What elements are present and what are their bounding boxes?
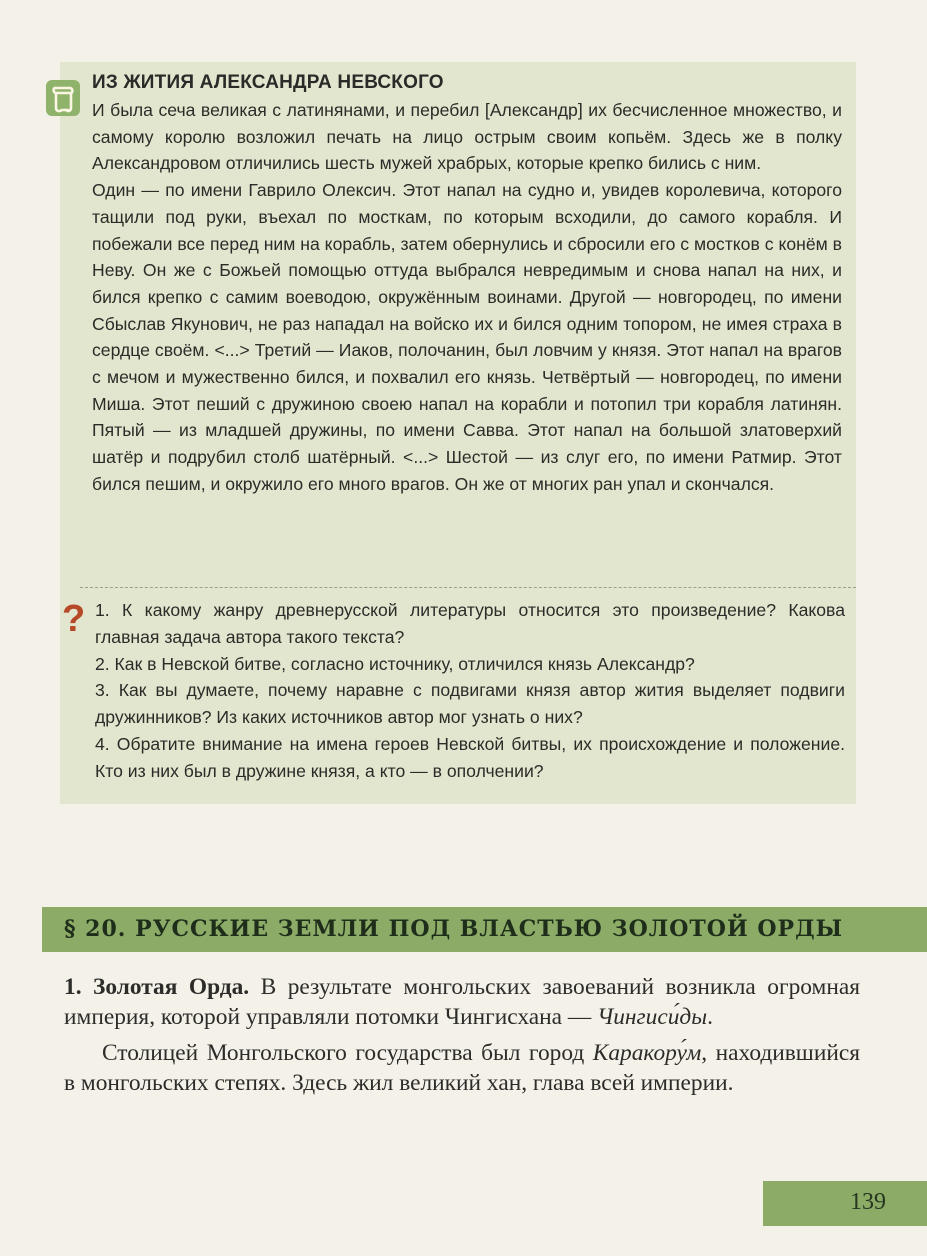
paragraph-heading: 1. Золотая Орда. — [64, 974, 250, 1000]
divider — [80, 587, 856, 588]
page-number: 139 — [850, 1189, 886, 1215]
question-item: 4. Обратите внимание на имена героев Невской битвы, их происхождение и положение. Кто из них был в дружине князя, а кто — в ополчении? — [95, 733, 845, 781]
section-title: § 20. РУССКИЕ ЗЕМЛИ ПОД ВЛАСТЬЮ ЗОЛОТОЙ ОРДЫ — [64, 916, 844, 942]
source-title: ИЗ ЖИТИЯ АЛЕКСАНДРА НЕВСКОГО — [92, 72, 444, 93]
question-item: 2. Как в Невской битве, согласно источнику, отличился князь Александр? — [95, 653, 695, 674]
scroll-icon — [44, 78, 82, 118]
paragraph-text: , находившийся в монгольских степях. Здесь жил великий хан, глава всей империи. — [64, 1040, 860, 1096]
term: Чингиси́ды — [597, 1004, 708, 1030]
paragraph-text: Столицей Монгольского государства был город — [102, 1040, 593, 1066]
question-item: 1. К какому жанру древнерусской литературы относится это произведение? Какова главная задача автора такого текста? — [95, 600, 845, 647]
question-item: 3. Как вы думаете, почему наравне с подвигами князя автор жития выделяет подвиги дружинников? Из каких источников автор мог узнать о них? — [95, 680, 845, 728]
paragraph-text: В результате монгольских завоеваний возникла огромная империя, которой управляли потомки Чингисхана — — [64, 974, 860, 1030]
main-paragraph — [64, 1038, 860, 1098]
main-text — [64, 972, 860, 1098]
main-paragraph — [64, 972, 860, 1032]
source-paragraph: Один — по имени Гаврило Олексич. Этот напал на судно и, увидев королевича, которого тащили под руки, въехал по мосткам, по которым всходили, до самого корабля. И побежали все перед ним на корабль, затем обернулись и сбросили его с мостков с конём в Неву. Он же с Божьей помощью оттуда выбрался невредимым и снова напал на них, и бился крепко с самим воеводою, окружённым воинами. Другой — новгородец, по имени Сбыслав Якунович, не раз нападал на войско их и бился одним топором, не имея страха в сердце своём. <...> Третий — Иаков, полочанин, был ловчим у князя. Этот напал на врагов с мечом и мужественно бился, и похвалил его князь. Четвёртый — новгородец, по имени Миша. Этот пеший с дружиною своею напал на корабли и потопил три корабля латинян. Пятый — из младшей дружины, по имени Савва. Этот напал на большой златоверхий шатёр и подрубил столб шатёрный. <...> Шестой — из слуг его, по имени Ратмир. Этот бился пешим, и окружило его много врагов. Он же от многих ран упал и скончался. — [92, 180, 842, 494]
source-paragraph: И была сеча великая с латинянами, и перебил [Александр] их бесчисленное множество, и самому королю возложил печать на лицо острым своим копьём. Здесь же в полку Александровом отличились шесть мужей храбрых, которые крепко бились с ним. — [92, 100, 842, 174]
page-number-box — [763, 1181, 927, 1226]
paragraph-text: . — [707, 1004, 713, 1030]
term: Каракору́м — [592, 1040, 702, 1066]
question-mark-icon: ? — [62, 598, 86, 640]
source-text — [92, 97, 842, 498]
questions-list — [95, 597, 845, 785]
